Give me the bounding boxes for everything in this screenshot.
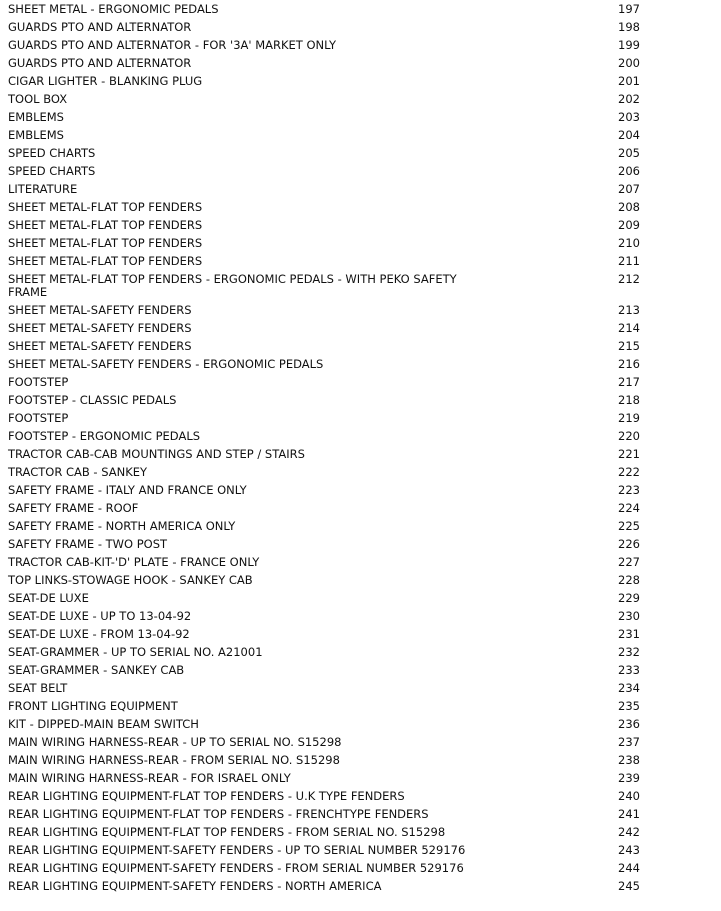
index-row: [0, 823, 640, 841]
index-row: [0, 715, 640, 733]
index-row-page-number: 238: [618, 753, 640, 767]
index-row: [0, 355, 640, 373]
index-row: [0, 679, 640, 697]
index-row: [0, 198, 640, 216]
index-row-page-number: 204: [618, 128, 640, 142]
index-row-page-number: 230: [618, 609, 640, 623]
index-row: [0, 553, 640, 571]
index-row-page-number: 210: [618, 236, 640, 250]
index-row-page-number: 236: [618, 717, 640, 731]
index-row: [0, 445, 640, 463]
index-row: [0, 877, 640, 895]
index-row-page-number: 197: [618, 2, 640, 16]
index-row: [0, 571, 640, 589]
index-row-description: SEAT-GRAMMER - UP TO SERIAL NO. A21001: [8, 645, 263, 659]
index-row-description: CIGAR LIGHTER - BLANKING PLUG: [8, 74, 203, 88]
index-row-page-number: 240: [618, 789, 640, 803]
index-row-description: FRONT LIGHTING EQUIPMENT: [8, 699, 178, 713]
index-row: [0, 54, 640, 72]
index-row-page-number: 244: [618, 861, 640, 875]
index-row: [0, 769, 640, 787]
index-row-description: EMBLEMS: [8, 128, 64, 142]
index-row-description: SEAT-DE LUXE: [8, 591, 89, 605]
index-row-page-number: 242: [618, 825, 640, 839]
index-row-page-number: 227: [618, 555, 640, 569]
index-row: [0, 751, 640, 769]
index-row-page-number: 213: [618, 303, 640, 317]
index-row: [0, 90, 640, 108]
index-row-page-number: 234: [618, 681, 640, 695]
index-row: [0, 661, 640, 679]
index-row-page-number: 243: [618, 843, 640, 857]
index-row: [0, 252, 640, 270]
index-row-page-number: 241: [618, 807, 640, 821]
index-row: [0, 499, 640, 517]
index-row-description: SEAT-GRAMMER - SANKEY CAB: [8, 663, 185, 677]
index-row-description: SHEET METAL-SAFETY FENDERS: [8, 339, 192, 353]
index-row-page-number: 198: [618, 20, 640, 34]
index-row-page-number: 215: [618, 339, 640, 353]
index-row-description: SAFETY FRAME - TWO POST: [8, 537, 168, 551]
index-row-page-number: 233: [618, 663, 640, 677]
index-row-page-number: 209: [618, 218, 640, 232]
index-row-page-number: 199: [618, 38, 640, 52]
index-row-description: SHEET METAL-FLAT TOP FENDERS: [8, 236, 203, 250]
index-row-description: SHEET METAL-FLAT TOP FENDERS: [8, 218, 203, 232]
index-row: [0, 144, 640, 162]
index-row-page-number: 221: [618, 447, 640, 461]
index-row-description: KIT - DIPPED-MAIN BEAM SWITCH: [8, 717, 199, 731]
index-row: [0, 481, 640, 499]
index-row-page-number: 245: [618, 879, 640, 893]
index-row-description: REAR LIGHTING EQUIPMENT-SAFETY FENDERS - UP TO SERIAL NUMBER 529176: [8, 843, 466, 857]
index-row-description: REAR LIGHTING EQUIPMENT-SAFETY FENDERS - NORTH AMERICA: [8, 879, 382, 893]
index-row: [0, 643, 640, 661]
index-row-page-number: 211: [618, 254, 640, 268]
index-row: [0, 216, 640, 234]
index-row-description: SHEET METAL-FLAT TOP FENDERS - ERGONOMIC PEDALS - WITH PEKO SAFETY FRAME: [8, 272, 457, 299]
index-row-description: SHEET METAL-FLAT TOP FENDERS: [8, 200, 203, 214]
index-row-page-number: 201: [618, 74, 640, 88]
index-row-description: SHEET METAL-SAFETY FENDERS: [8, 321, 192, 335]
index-row-page-number: 226: [618, 537, 640, 551]
index-row-description: SEAT BELT: [8, 681, 68, 695]
index-row: [0, 234, 640, 252]
index-row-description: SHEET METAL - ERGONOMIC PEDALS: [8, 2, 219, 16]
index-row-description: FOOTSTEP - ERGONOMIC PEDALS: [8, 429, 201, 443]
index-row-description: SHEET METAL-SAFETY FENDERS - ERGONOMIC PEDALS: [8, 357, 324, 371]
index-row-page-number: 232: [618, 645, 640, 659]
index-row: [0, 180, 640, 198]
index-row-description: EMBLEMS: [8, 110, 64, 124]
index-row-page-number: 218: [618, 393, 640, 407]
index-row-page-number: 206: [618, 164, 640, 178]
index-row-description: SPEED CHARTS: [8, 164, 96, 178]
index-row-page-number: 216: [618, 357, 640, 371]
index-row: [0, 337, 640, 355]
index-row-description: TOP LINKS-STOWAGE HOOK - SANKEY CAB: [8, 573, 253, 587]
index-row-description: SEAT-DE LUXE - FROM 13-04-92: [8, 627, 190, 641]
index-row-description: SAFETY FRAME - ROOF: [8, 501, 139, 515]
index-row: [0, 859, 640, 877]
index-row-description: REAR LIGHTING EQUIPMENT-FLAT TOP FENDERS - U.K TYPE FENDERS: [8, 789, 405, 803]
index-row-page-number: 237: [618, 735, 640, 749]
index-row: [0, 126, 640, 144]
index-row: [0, 697, 640, 715]
index-row-description: MAIN WIRING HARNESS-REAR - FOR ISRAEL ONLY: [8, 771, 291, 785]
index-row-page-number: 220: [618, 429, 640, 443]
index-row: [0, 319, 640, 337]
index-row: [0, 535, 640, 553]
index-row-description: FOOTSTEP - CLASSIC PEDALS: [8, 393, 177, 407]
index-row-description: SPEED CHARTS: [8, 146, 96, 160]
index-row-page-number: 208: [618, 200, 640, 214]
index-row-description: MAIN WIRING HARNESS-REAR - FROM SERIAL NO. S15298: [8, 753, 340, 767]
index-row-page-number: 235: [618, 699, 640, 713]
index-row-page-number: 224: [618, 501, 640, 515]
index-row-page-number: 231: [618, 627, 640, 641]
index-row-page-number: 207: [618, 182, 640, 196]
index-row: [0, 463, 640, 481]
index-row-page-number: 214: [618, 321, 640, 335]
index-row-description: REAR LIGHTING EQUIPMENT-FLAT TOP FENDERS - FRENCHTYPE FENDERS: [8, 807, 429, 821]
index-row: [0, 589, 640, 607]
index-row-description: REAR LIGHTING EQUIPMENT-SAFETY FENDERS - FROM SERIAL NUMBER 529176: [8, 861, 464, 875]
index-row: [0, 787, 640, 805]
index-row-page-number: 205: [618, 146, 640, 160]
index-row-description: SHEET METAL-FLAT TOP FENDERS: [8, 254, 203, 268]
index-row-description: MAIN WIRING HARNESS-REAR - UP TO SERIAL NO. S15298: [8, 735, 342, 749]
index-row-description: TRACTOR CAB-KIT-'D' PLATE - FRANCE ONLY: [8, 555, 260, 569]
index-row: [0, 733, 640, 751]
index-row-description: LITERATURE: [8, 182, 78, 196]
index-row: [0, 409, 640, 427]
index-row: [0, 805, 640, 823]
index-row: [0, 0, 640, 18]
index-row: [0, 841, 640, 859]
index-row: [0, 427, 640, 445]
index-row: [0, 72, 640, 90]
index-row-page-number: 225: [618, 519, 640, 533]
index-row-description: SHEET METAL-SAFETY FENDERS: [8, 303, 192, 317]
index-row: [0, 108, 640, 126]
index-row-page-number: 223: [618, 483, 640, 497]
index-row-description: SAFETY FRAME - NORTH AMERICA ONLY: [8, 519, 236, 533]
index-row-page-number: 222: [618, 465, 640, 479]
index-row-page-number: 217: [618, 375, 640, 389]
index-row-page-number: 202: [618, 92, 640, 106]
index-row: [0, 270, 640, 301]
index-row: [0, 36, 640, 54]
index-row: [0, 301, 640, 319]
index-row-description: SEAT-DE LUXE - UP TO 13-04-92: [8, 609, 192, 623]
index-row-description: FOOTSTEP: [8, 411, 69, 425]
index-row-description: TRACTOR CAB-CAB MOUNTINGS AND STEP / STAIRS: [8, 447, 305, 461]
index-row-description: GUARDS PTO AND ALTERNATOR: [8, 20, 192, 34]
index-row-page-number: 212: [618, 272, 640, 286]
index-row-page-number: 228: [618, 573, 640, 587]
index-row: [0, 162, 640, 180]
index-row: [0, 18, 640, 36]
index-row: [0, 391, 640, 409]
index-row-description: GUARDS PTO AND ALTERNATOR - FOR '3A' MARKET ONLY: [8, 38, 337, 52]
index-row-description: SAFETY FRAME - ITALY AND FRANCE ONLY: [8, 483, 247, 497]
index-row-page-number: 203: [618, 110, 640, 124]
index-row-description: FOOTSTEP: [8, 375, 69, 389]
index-row-page-number: 219: [618, 411, 640, 425]
index-row-description: GUARDS PTO AND ALTERNATOR: [8, 56, 192, 70]
index-row-description: TOOL BOX: [8, 92, 68, 106]
index-row-page-number: 200: [618, 56, 640, 70]
index-row: [0, 517, 640, 535]
index-row-page-number: 229: [618, 591, 640, 605]
index-row: [0, 607, 640, 625]
index-row-description: REAR LIGHTING EQUIPMENT-FLAT TOP FENDERS - FROM SERIAL NO. S15298: [8, 825, 446, 839]
index-row-page-number: 239: [618, 771, 640, 785]
index-row-description: TRACTOR CAB - SANKEY: [8, 465, 148, 479]
index-row: [0, 625, 640, 643]
index-row: [0, 373, 640, 391]
